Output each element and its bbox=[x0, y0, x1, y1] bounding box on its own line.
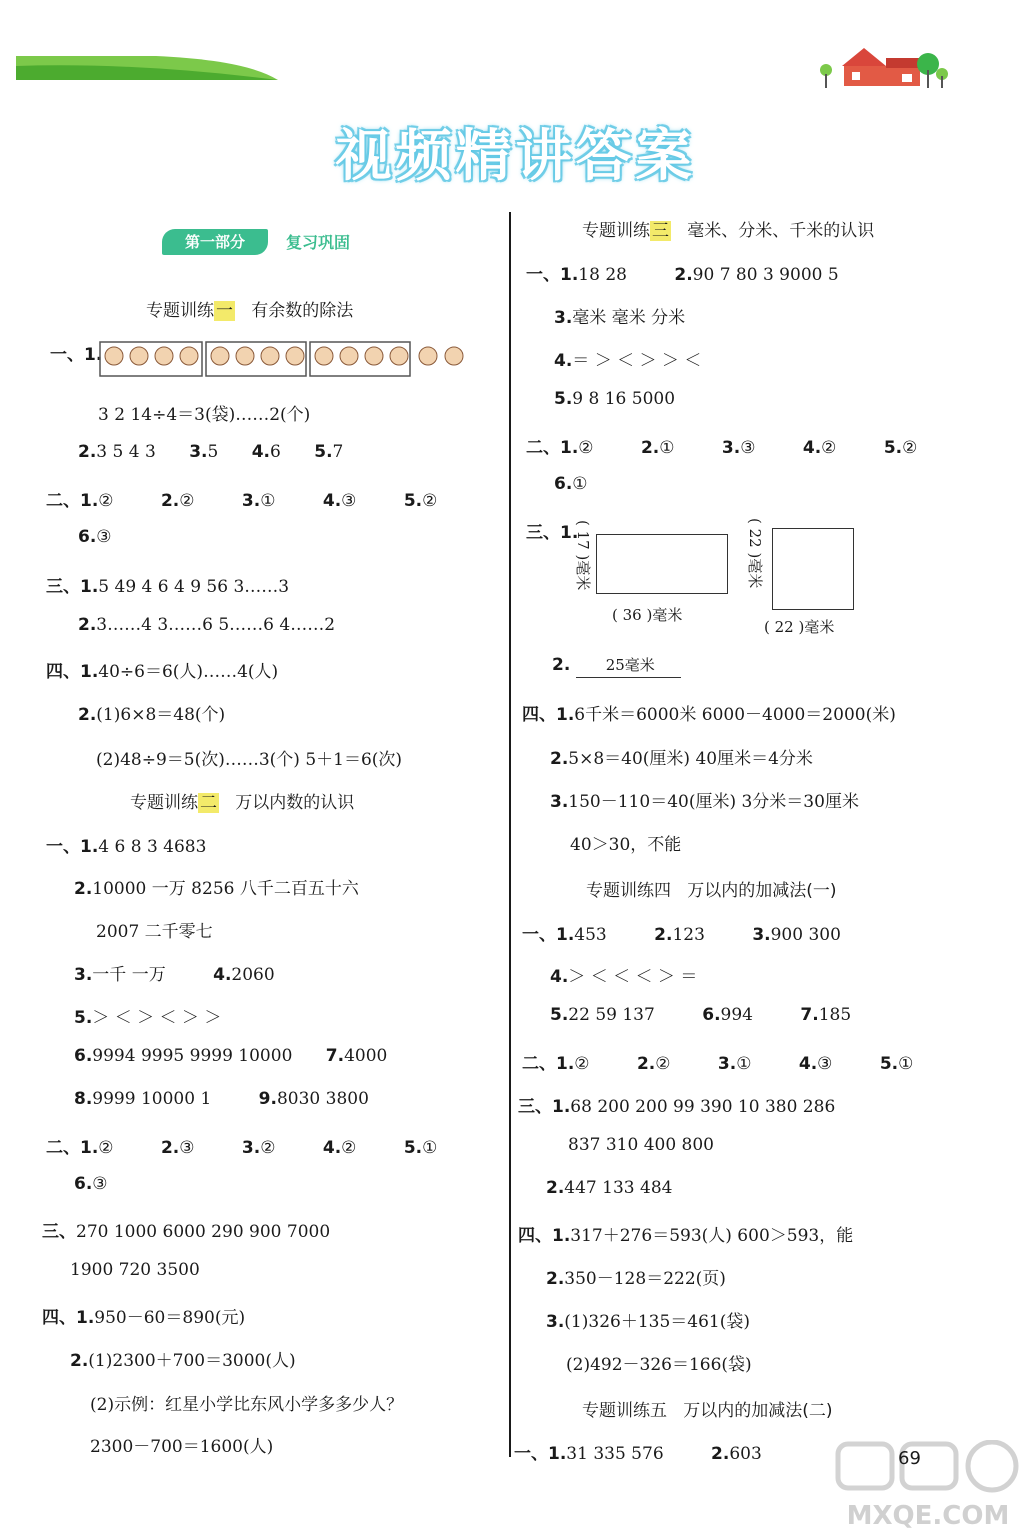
answer-row: 3.毫米 毫米 分米 bbox=[554, 308, 686, 328]
answer-row: 二、1.② 2.② 3.① 4.③ 5.① bbox=[522, 1054, 914, 1074]
answer-row: 3.(1)326＋135＝461(袋) bbox=[546, 1312, 750, 1332]
answer-text: 3 2 14÷4＝3(袋)……2(个) bbox=[98, 405, 311, 425]
rect1-side-label: ( 17 )毫米 bbox=[574, 520, 592, 591]
square-drawing-2 bbox=[772, 528, 854, 610]
answer-row: 三、1.68 200 200 99 390 10 380 286 bbox=[518, 1097, 836, 1117]
answer-row: 四、1.6千米＝6000米 6000－4000＝2000(米) bbox=[522, 705, 896, 725]
page-number: 69 bbox=[898, 1448, 921, 1469]
section-heading-1: 专题训练 一 有余数的除法 bbox=[146, 301, 354, 321]
rectangle-drawing-1 bbox=[596, 534, 728, 594]
answer-text: 40＞30，不能 bbox=[570, 835, 682, 855]
answer-label: 一、1. bbox=[50, 345, 103, 365]
rect2-bottom-label: ( 22 )毫米 bbox=[764, 618, 835, 636]
answer-row: 6.③ bbox=[78, 527, 112, 547]
answer-text: 2300－700＝1600(人) bbox=[90, 1437, 274, 1457]
page-title: 视频精讲答案 bbox=[335, 124, 696, 189]
answer-row: 2.(1)2300＋700＝3000(人) bbox=[70, 1351, 296, 1371]
answer-row: 6.① bbox=[554, 474, 588, 494]
watermark-text: MXQE.COM bbox=[846, 1501, 1010, 1531]
answer-row: 四、1.317＋276＝593(人) 600＞593，能 bbox=[518, 1226, 854, 1246]
answer-text: (2)48÷9＝5(次)……3(个) 5＋1＝6(次) bbox=[96, 750, 403, 770]
answer-row: 4.＝ ＞ ＜ ＞ ＞ ＜ bbox=[554, 351, 702, 371]
answer-row: 2.(1)6×8＝48(个) bbox=[78, 705, 226, 725]
answer-row: 5.＞ ＜ ＞ ＜ ＞ ＞ bbox=[74, 1008, 222, 1028]
rect1-bottom-label: ( 36 )毫米 bbox=[612, 606, 683, 624]
answer-row: 一、1.18 28 2.90 7 80 3 9000 5 bbox=[526, 265, 839, 285]
answer-text: (2)492－326＝166(袋) bbox=[566, 1355, 752, 1375]
answer-text: 1900 720 3500 bbox=[70, 1260, 200, 1280]
answer-row: 2. 25毫米 bbox=[552, 654, 681, 678]
answer-text: 837 310 400 800 bbox=[568, 1135, 715, 1155]
answer-row: 2.5×8＝40(厘米) 40厘米＝4分米 bbox=[550, 749, 813, 769]
section-heading-4: 专题训练四 万以内的加减法(一) bbox=[586, 881, 837, 901]
answer-label: 三、1. bbox=[526, 523, 579, 543]
column-divider bbox=[509, 212, 511, 1457]
answer-text: 2007 二千零七 bbox=[96, 922, 213, 942]
answer-row: 2.3 5 4 3 3.5 4.6 5.7 bbox=[78, 442, 344, 462]
green-banner-graphic bbox=[16, 52, 278, 82]
answer-row: 2.350－128＝222(页) bbox=[546, 1269, 726, 1289]
answer-row: 四、1.40÷6＝6(人)……4(人) bbox=[46, 662, 279, 682]
answer-row: 6.③ bbox=[74, 1174, 108, 1194]
answer-row: 5.22 59 137 6.994 7.185 bbox=[550, 1005, 852, 1025]
cake-grouping-diagram bbox=[98, 340, 468, 378]
answer-row: 一、1.453 2.123 3.900 300 bbox=[522, 925, 841, 945]
answer-row: 二、1.② 2.③ 3.② 4.② 5.① bbox=[46, 1138, 438, 1158]
part-badge: 第一部分 bbox=[162, 229, 268, 255]
answer-row: 二、1.② 2.① 3.③ 4.② 5.② bbox=[526, 438, 918, 458]
watermark-logo bbox=[830, 1440, 1026, 1532]
answer-row: 2.3……4 3……6 5……6 4……2 bbox=[78, 615, 336, 635]
answer-row: 四、1.950－60＝890(元) bbox=[42, 1308, 246, 1328]
section-heading-3: 专题训练 三 毫米、分米、千米的认识 bbox=[582, 221, 875, 241]
section-heading-5: 专题训练五 万以内的加减法(二) bbox=[582, 1401, 833, 1421]
answer-row: 2.447 133 484 bbox=[546, 1178, 673, 1198]
answer-row: 一、1.4 6 8 3 4683 bbox=[46, 837, 207, 857]
section-heading-2: 专题训练 二 万以内数的认识 bbox=[130, 793, 355, 813]
answer-row: 三、1.5 49 4 6 4 9 56 3……3 bbox=[46, 577, 290, 597]
answer-row: 6.9994 9995 9999 10000 7.4000 bbox=[74, 1046, 388, 1066]
answer-text: (2)示例：红星小学比东风小学多多少人？ bbox=[90, 1395, 404, 1415]
answer-row: 三、270 1000 6000 290 900 7000 bbox=[42, 1222, 331, 1242]
answer-row: 8.9999 10000 1 9.8030 3800 bbox=[74, 1089, 369, 1109]
rect2-side-label: ( 22 )毫米 bbox=[746, 518, 764, 589]
answer-row: 2.10000 一万 8256 八千二百五十六 bbox=[74, 879, 359, 899]
answer-row: 3.150－110＝40(厘米) 3分米＝30厘米 bbox=[550, 792, 859, 812]
answer-row: 一、1.31 335 576 2.603 bbox=[514, 1444, 762, 1464]
answer-row: 3.一千 一万 4.2060 bbox=[74, 965, 275, 985]
house-tree-graphic bbox=[816, 40, 948, 92]
answer-row: 4.＞ ＜ ＜ ＜ ＞ ＝ bbox=[550, 967, 698, 987]
answer-row: 二、1.② 2.② 3.① 4.③ 5.② bbox=[46, 491, 438, 511]
part-subtitle: 复习巩固 bbox=[286, 233, 351, 252]
answer-row: 5.9 8 16 5000 bbox=[554, 389, 676, 409]
